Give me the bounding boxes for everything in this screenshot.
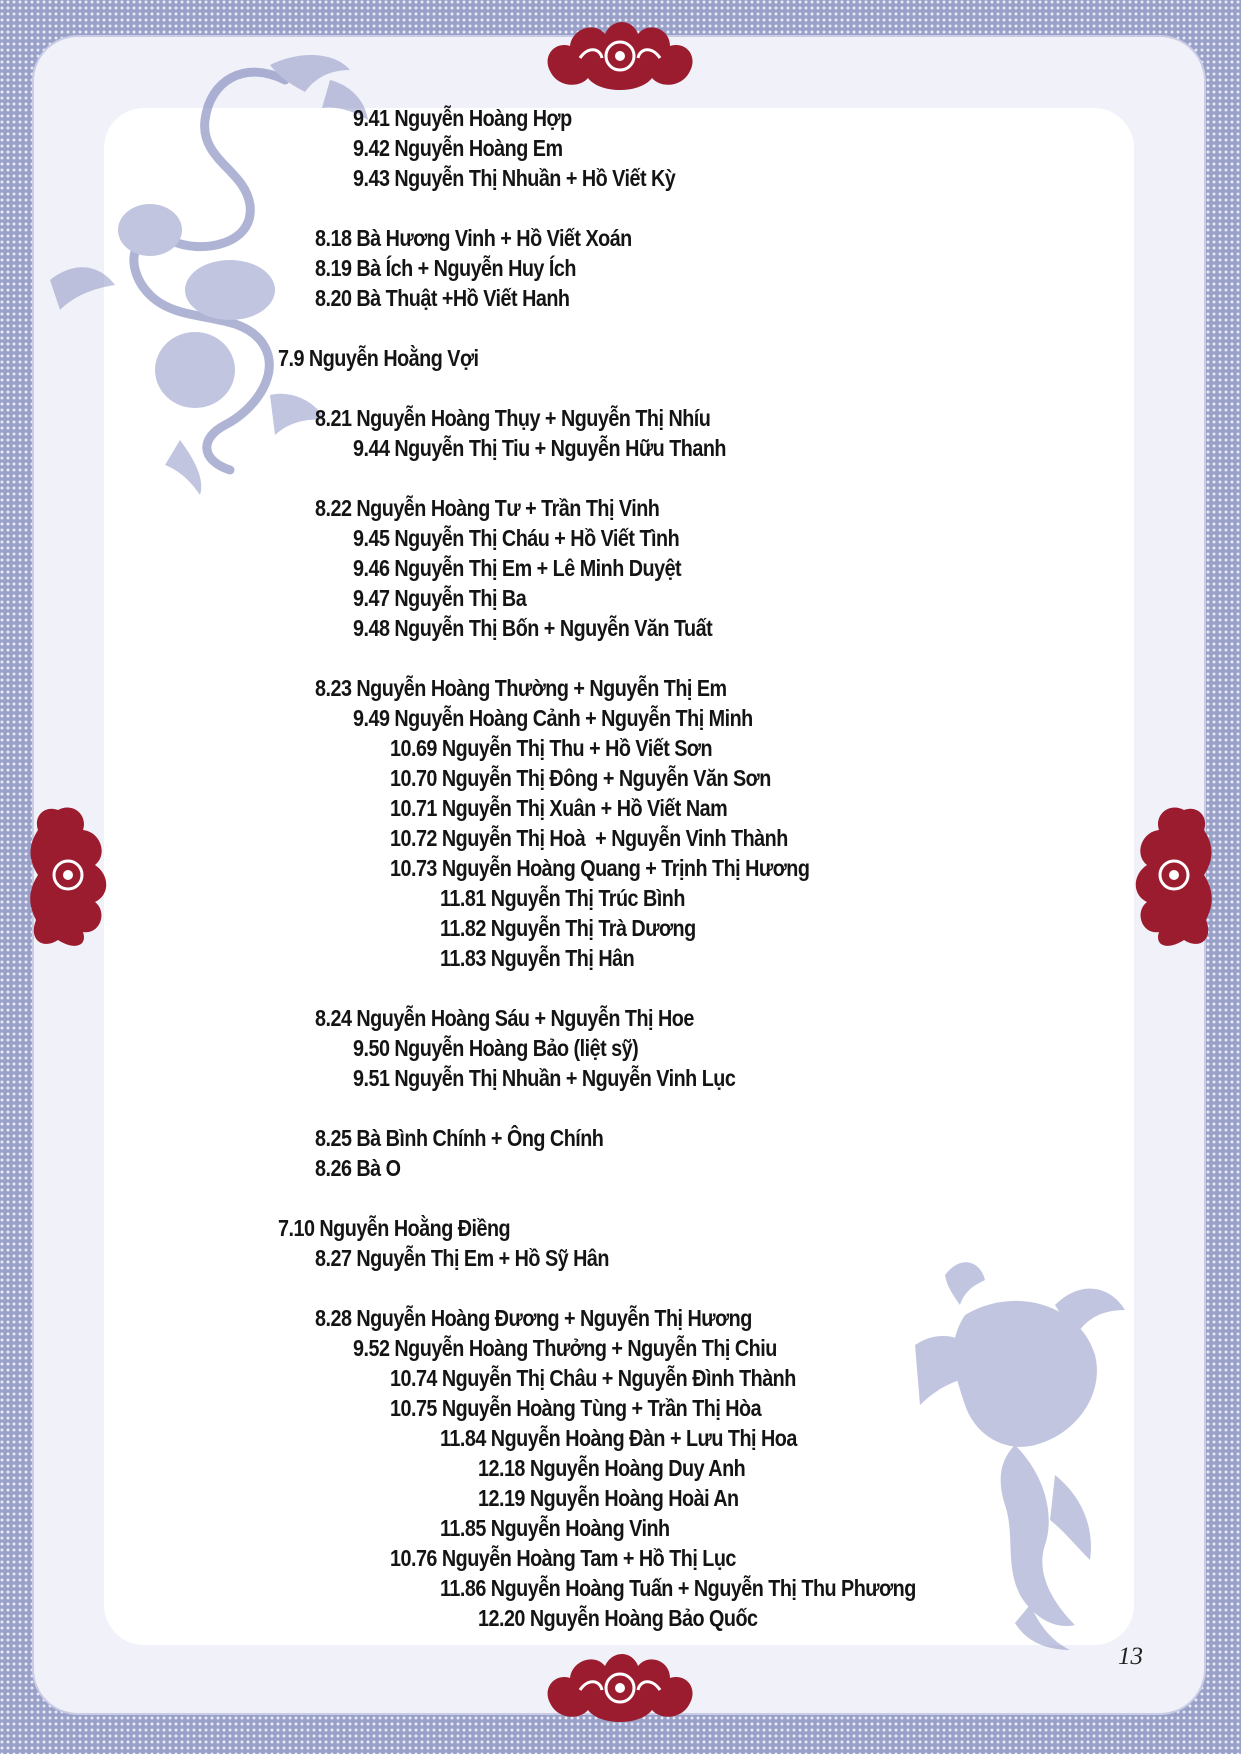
list-item: 12.19 Nguyễn Hoàng Hoài An	[478, 1485, 739, 1511]
list-item: 7.9 Nguyễn Hoằng Vợi	[278, 345, 479, 371]
list-item: 8.21 Nguyễn Hoàng Thụy + Nguyễn Thị Nhíu	[315, 405, 711, 431]
list-item: 11.82 Nguyễn Thị Trà Dương	[440, 915, 696, 941]
list-item: 10.69 Nguyễn Thị Thu + Hồ Viết Sơn	[390, 735, 713, 761]
list-item: 9.51 Nguyễn Thị Nhuần + Nguyễn Vinh Lục	[353, 1065, 736, 1091]
list-item: 10.71 Nguyễn Thị Xuân + Hồ Viết Nam	[390, 795, 728, 821]
list-item: 10.73 Nguyễn Hoàng Quang + Trịnh Thị Hương	[390, 855, 810, 881]
list-item: 11.85 Nguyễn Hoàng Vinh	[440, 1515, 670, 1541]
list-item: 10.75 Nguyễn Hoàng Tùng + Trần Thị Hòa	[390, 1395, 762, 1421]
list-item: 9.52 Nguyễn Hoàng Thưởng + Nguyễn Thị Chiu	[353, 1335, 777, 1361]
list-item: 9.44 Nguyễn Thị Tiu + Nguyễn Hữu Thanh	[353, 435, 726, 461]
list-item: 10.70 Nguyễn Thị Đông + Nguyễn Văn Sơn	[390, 765, 771, 791]
list-item: 11.83 Nguyễn Thị Hân	[440, 945, 635, 971]
list-item: 8.25 Bà Bình Chính + Ông Chính	[315, 1125, 604, 1151]
list-item: 8.20 Bà Thuật +Hồ Viết Hanh	[315, 285, 570, 311]
list-item: 8.27 Nguyễn Thị Em + Hồ Sỹ Hân	[315, 1245, 609, 1271]
list-item: 8.19 Bà Ích + Nguyễn Huy Ích	[315, 255, 576, 281]
list-item: 11.86 Nguyễn Hoàng Tuấn + Nguyễn Thị Thu Phương	[440, 1575, 916, 1601]
list-item: 9.49 Nguyễn Hoàng Cảnh + Nguyễn Thị Minh	[353, 705, 753, 731]
list-item: 9.48 Nguyễn Thị Bốn + Nguyễn Văn Tuất	[353, 615, 713, 641]
list-item: 9.42 Nguyễn Hoàng Em	[353, 135, 563, 161]
list-item: 9.47 Nguyễn Thị Ba	[353, 585, 527, 611]
page-number: 13	[1118, 1643, 1143, 1670]
list-item: 8.23 Nguyễn Hoàng Thường + Nguyễn Thị Em	[315, 675, 727, 701]
list-item: 12.18 Nguyễn Hoàng Duy Anh	[478, 1455, 746, 1481]
list-item: 9.50 Nguyễn Hoàng Bảo (liệt sỹ)	[353, 1035, 639, 1061]
list-item: 8.24 Nguyễn Hoàng Sáu + Nguyễn Thị Hoe	[315, 1005, 694, 1031]
list-item: 7.10 Nguyễn Hoằng Điềng	[278, 1215, 511, 1241]
list-item: 9.43 Nguyễn Thị Nhuần + Hồ Viết Kỳ	[353, 165, 676, 191]
list-item: 8.18 Bà Hương Vinh + Hồ Viết Xoán	[315, 225, 632, 251]
list-item: 8.26 Bà O	[315, 1155, 401, 1181]
list-item: 10.72 Nguyễn Thị Hoà + Nguyễn Vinh Thành	[390, 825, 788, 851]
list-item: 11.81 Nguyễn Thị Trúc Bình	[440, 885, 685, 911]
list-item: 9.46 Nguyễn Thị Em + Lê Minh Duyệt	[353, 555, 682, 581]
list-item: 9.41 Nguyễn Hoàng Hợp	[353, 105, 572, 131]
list-item: 10.76 Nguyễn Hoàng Tam + Hồ Thị Lục	[390, 1545, 736, 1571]
list-item: 9.45 Nguyễn Thị Cháu + Hồ Viết Tình	[353, 525, 680, 551]
list-item: 8.22 Nguyễn Hoàng Tư + Trần Thị Vinh	[315, 495, 660, 521]
list-item: 11.84 Nguyễn Hoàng Đàn + Lưu Thị Hoa	[440, 1425, 797, 1451]
list-item: 12.20 Nguyễn Hoàng Bảo Quốc	[478, 1605, 758, 1631]
list-item: 10.74 Nguyễn Thị Châu + Nguyễn Đình Thành	[390, 1365, 796, 1391]
list-item: 8.28 Nguyễn Hoàng Đương + Nguyễn Thị Hương	[315, 1305, 752, 1331]
